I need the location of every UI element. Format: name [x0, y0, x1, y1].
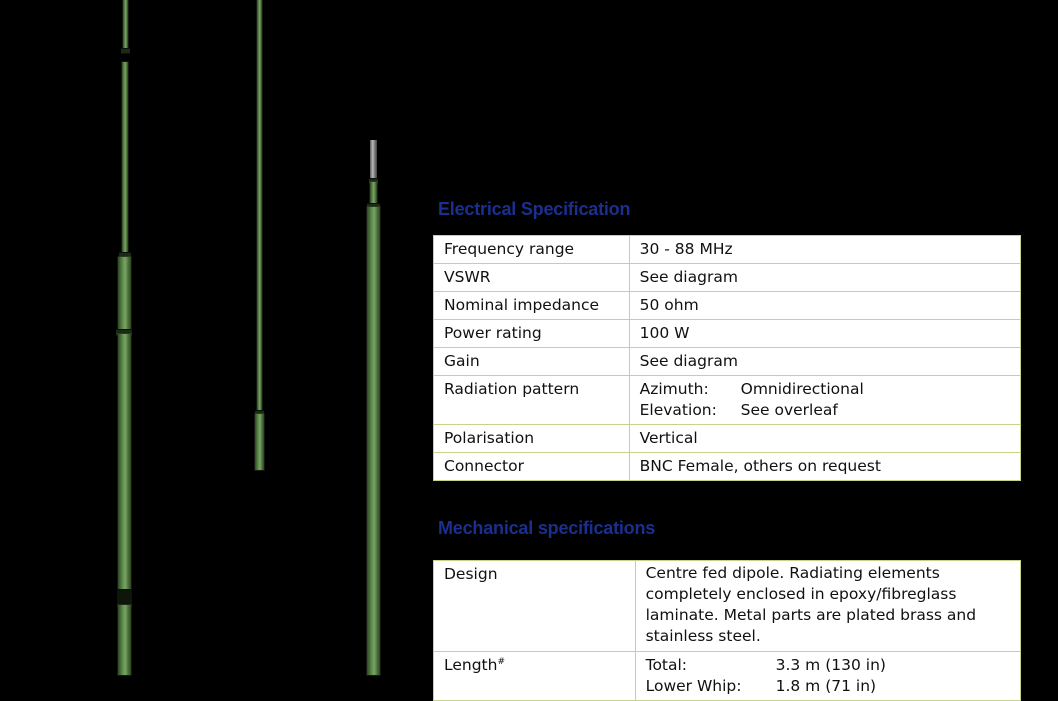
antenna-left-lower-section	[118, 334, 131, 589]
spec-label	[434, 652, 636, 701]
mechanical-spec-table	[433, 560, 1021, 701]
antenna-left-base	[118, 605, 131, 675]
spec-label: Design	[434, 561, 636, 652]
antenna-middle-base	[255, 414, 264, 470]
total-key: Total:	[645, 656, 688, 674]
antenna-left-upper-whip	[123, 0, 128, 48]
spec-value: Vertical	[629, 425, 1020, 453]
antenna-left-joint	[121, 48, 130, 54]
total-length-line	[646, 655, 1010, 676]
spec-value: 50 ohm	[629, 292, 1020, 320]
spec-label: Radiation pattern	[434, 376, 630, 425]
mechanical-spec-title: Mechanical specifications	[438, 518, 656, 538]
antenna-left-whip	[122, 62, 128, 252]
spec-label: Gain	[434, 348, 630, 376]
electrical-spec-table	[433, 235, 1021, 481]
lower-whip-key: Lower Whip:	[645, 677, 742, 695]
elevation-line	[640, 400, 1010, 421]
table-row	[434, 425, 1021, 453]
spec-label: Power rating	[434, 320, 630, 348]
spec-value: BNC Female, others on request	[629, 453, 1020, 481]
antenna-middle-whip	[257, 0, 262, 410]
table-row	[434, 453, 1021, 481]
spec-value	[635, 652, 1020, 701]
lower-whip-line	[646, 676, 1010, 697]
azimuth-key: Azimuth:	[639, 380, 709, 398]
table-row	[434, 292, 1021, 320]
total-value: 3.3 m (130 in)	[775, 656, 886, 674]
table-row	[434, 561, 1021, 652]
spec-label: Polarisation	[434, 425, 630, 453]
spec-value: 100 W	[629, 320, 1020, 348]
footnote-mark: #	[497, 656, 506, 667]
azimuth-line	[640, 379, 1010, 400]
spec-label: Nominal impedance	[434, 292, 630, 320]
spec-value: 30 - 88 MHz	[629, 236, 1020, 264]
table-row	[434, 236, 1021, 264]
spec-value: Centre fed dipole. Radiating elements completely enclosed in epoxy/fibreglass laminate. Metal parts are plated brass and stainless steel.	[635, 561, 1020, 652]
spec-label: Frequency range	[434, 236, 630, 264]
antenna-left-mid-section	[118, 257, 131, 329]
table-row	[434, 320, 1021, 348]
table-row	[434, 652, 1021, 701]
antenna-right-tip	[370, 140, 377, 178]
lower-whip-value: 1.8 m (71 in)	[775, 677, 877, 695]
spec-label: Connector	[434, 453, 630, 481]
table-row	[434, 376, 1021, 425]
spec-value: See diagram	[629, 348, 1020, 376]
spec-value	[629, 376, 1020, 425]
antenna-right-body	[367, 207, 380, 675]
spec-value: See diagram	[629, 264, 1020, 292]
spec-label: VSWR	[434, 264, 630, 292]
elevation-value: See overleaf	[740, 401, 838, 419]
length-label: Length	[444, 656, 498, 674]
table-row	[434, 264, 1021, 292]
elevation-key: Elevation:	[639, 401, 717, 419]
azimuth-value: Omnidirectional	[740, 380, 864, 398]
electrical-spec-title: Electrical Specification	[438, 199, 631, 219]
table-row	[434, 348, 1021, 376]
